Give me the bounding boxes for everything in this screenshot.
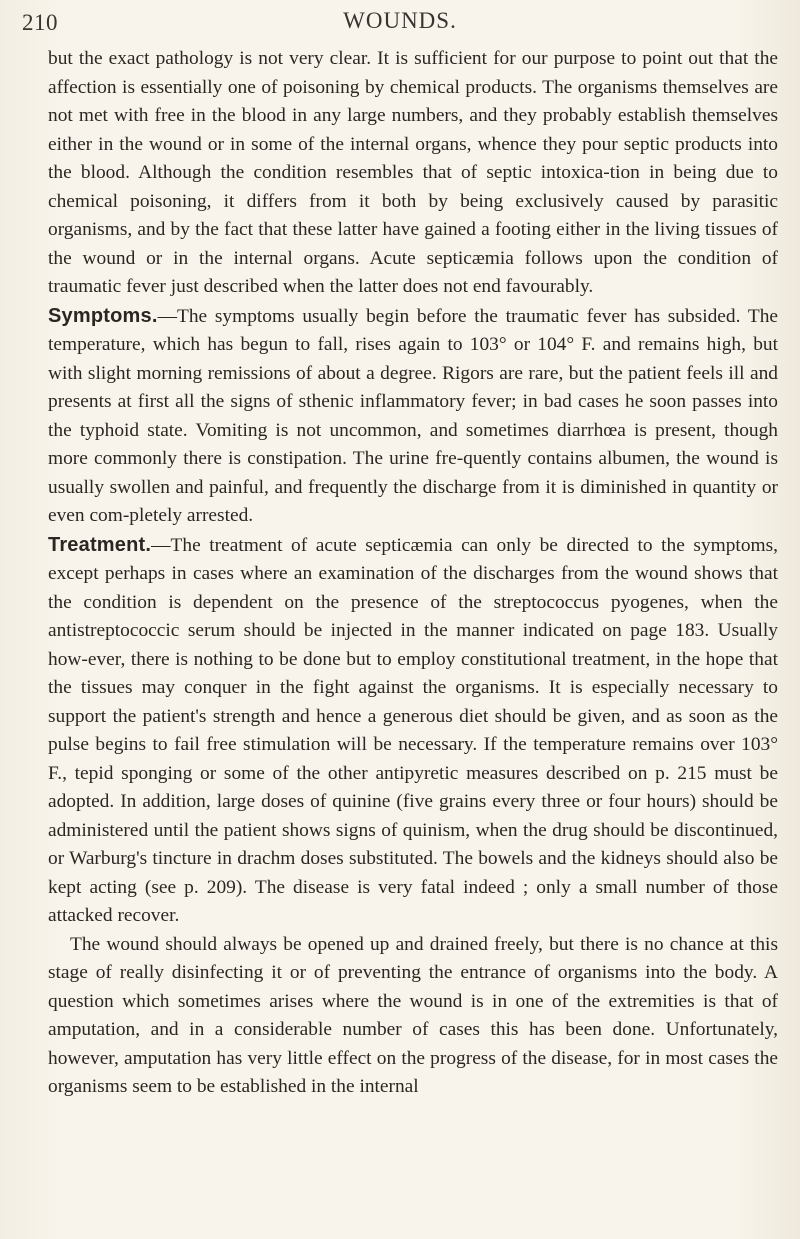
page-header bbox=[0, 6, 800, 42]
treatment-heading: Treatment. bbox=[48, 533, 152, 556]
symptoms-text: —The symptoms usually begin before the traumatic fever has subsided. The temperature, which has begun to fall, rises again to 103° or 104° F. and remains high, but with slight morning remissions of about a degree. Rigors are rare, but the patient feels ill and presents at first all the signs of sthenic inflammatory fever; in bad cases he soon passes into the typhoid state. Vomiting is not uncommon, and sometimes diarrhœa is present, though more commonly there is constipation. The urine fre-quently contains albumen, the wound is usually swollen and painful, and frequently the discharge from it is diminished in quantity or even com-pletely arrested. bbox=[48, 305, 778, 526]
body-text bbox=[48, 45, 778, 1102]
paragraph-intro bbox=[48, 45, 778, 302]
symptoms-heading: Symptoms. bbox=[48, 304, 158, 327]
page-number: 210 bbox=[22, 10, 58, 35]
running-head: WOUNDS. bbox=[343, 8, 457, 33]
paragraph-wound bbox=[48, 931, 778, 1102]
paragraph-intro-text: but the exact pathology is not very clear. It is sufficient for our purpose to point out that the affection is essentially one of poisoning by chemical products. The organisms themselves are not met with free in the blood in any large numbers, and they probably establish themselves either in the wound or in some of the internal organs, whence they pour septic products into the blood. Although the condition resembles that of septic intoxica-tion in being due to chemical poisoning, it differs from it both by being exclusively caused by parasitic organisms, and by the fact that these latter have gained a footing either in the living tissues of the wound or in the internal organs. Acute septicæmia follows upon the condition of traumatic fever just described when the latter does not end favourably. bbox=[48, 48, 778, 297]
treatment-text: —The treatment of acute septicæmia can only be directed to the symptoms, except perhaps in cases where an examination of the discharges from the wound shows that the condition is dependent on the presence of the streptococcus pyogenes, when the antistreptococcic serum should be injected in the manner indicated on page 183. Usually how-ever, there is nothing to be done but to employ constitutional treatment, in the hope that the tissues may conquer in the fight against the organisms. It is especially necessary to support the patient's strength and hence a generous diet should be given, and as soon as the pulse begins to fail free stimulation will be necessary. If the temperature remains over 103° F., tepid sponging or some of the other antipyretic measures described on p. 215 must be adopted. In addition, large doses of quinine (five grains every three or four hours) should be administered until the patient shows signs of quinism, when the drug should be discontinued, or Warburg's tincture in drachm doses substituted. The bowels and the kidneys should also be kept acting (see p. 209). The disease is very fatal indeed ; only a small number of those attacked recover. bbox=[48, 534, 778, 926]
paragraph-wound-text: The wound should always be opened up and drained freely, but there is no chance at this stage of really disinfecting it or of preventing the entrance of organisms into the body. A question which sometimes arises where the wound is in one of the extremities is that of amputation, and in a considerable number of cases this has been done. Unfortunately, however, amputation has very little effect on the progress of the disease, for in most cases the organisms seem to be established in the internal bbox=[48, 933, 778, 1097]
paragraph-symptoms bbox=[48, 302, 778, 531]
paragraph-treatment bbox=[48, 531, 778, 931]
